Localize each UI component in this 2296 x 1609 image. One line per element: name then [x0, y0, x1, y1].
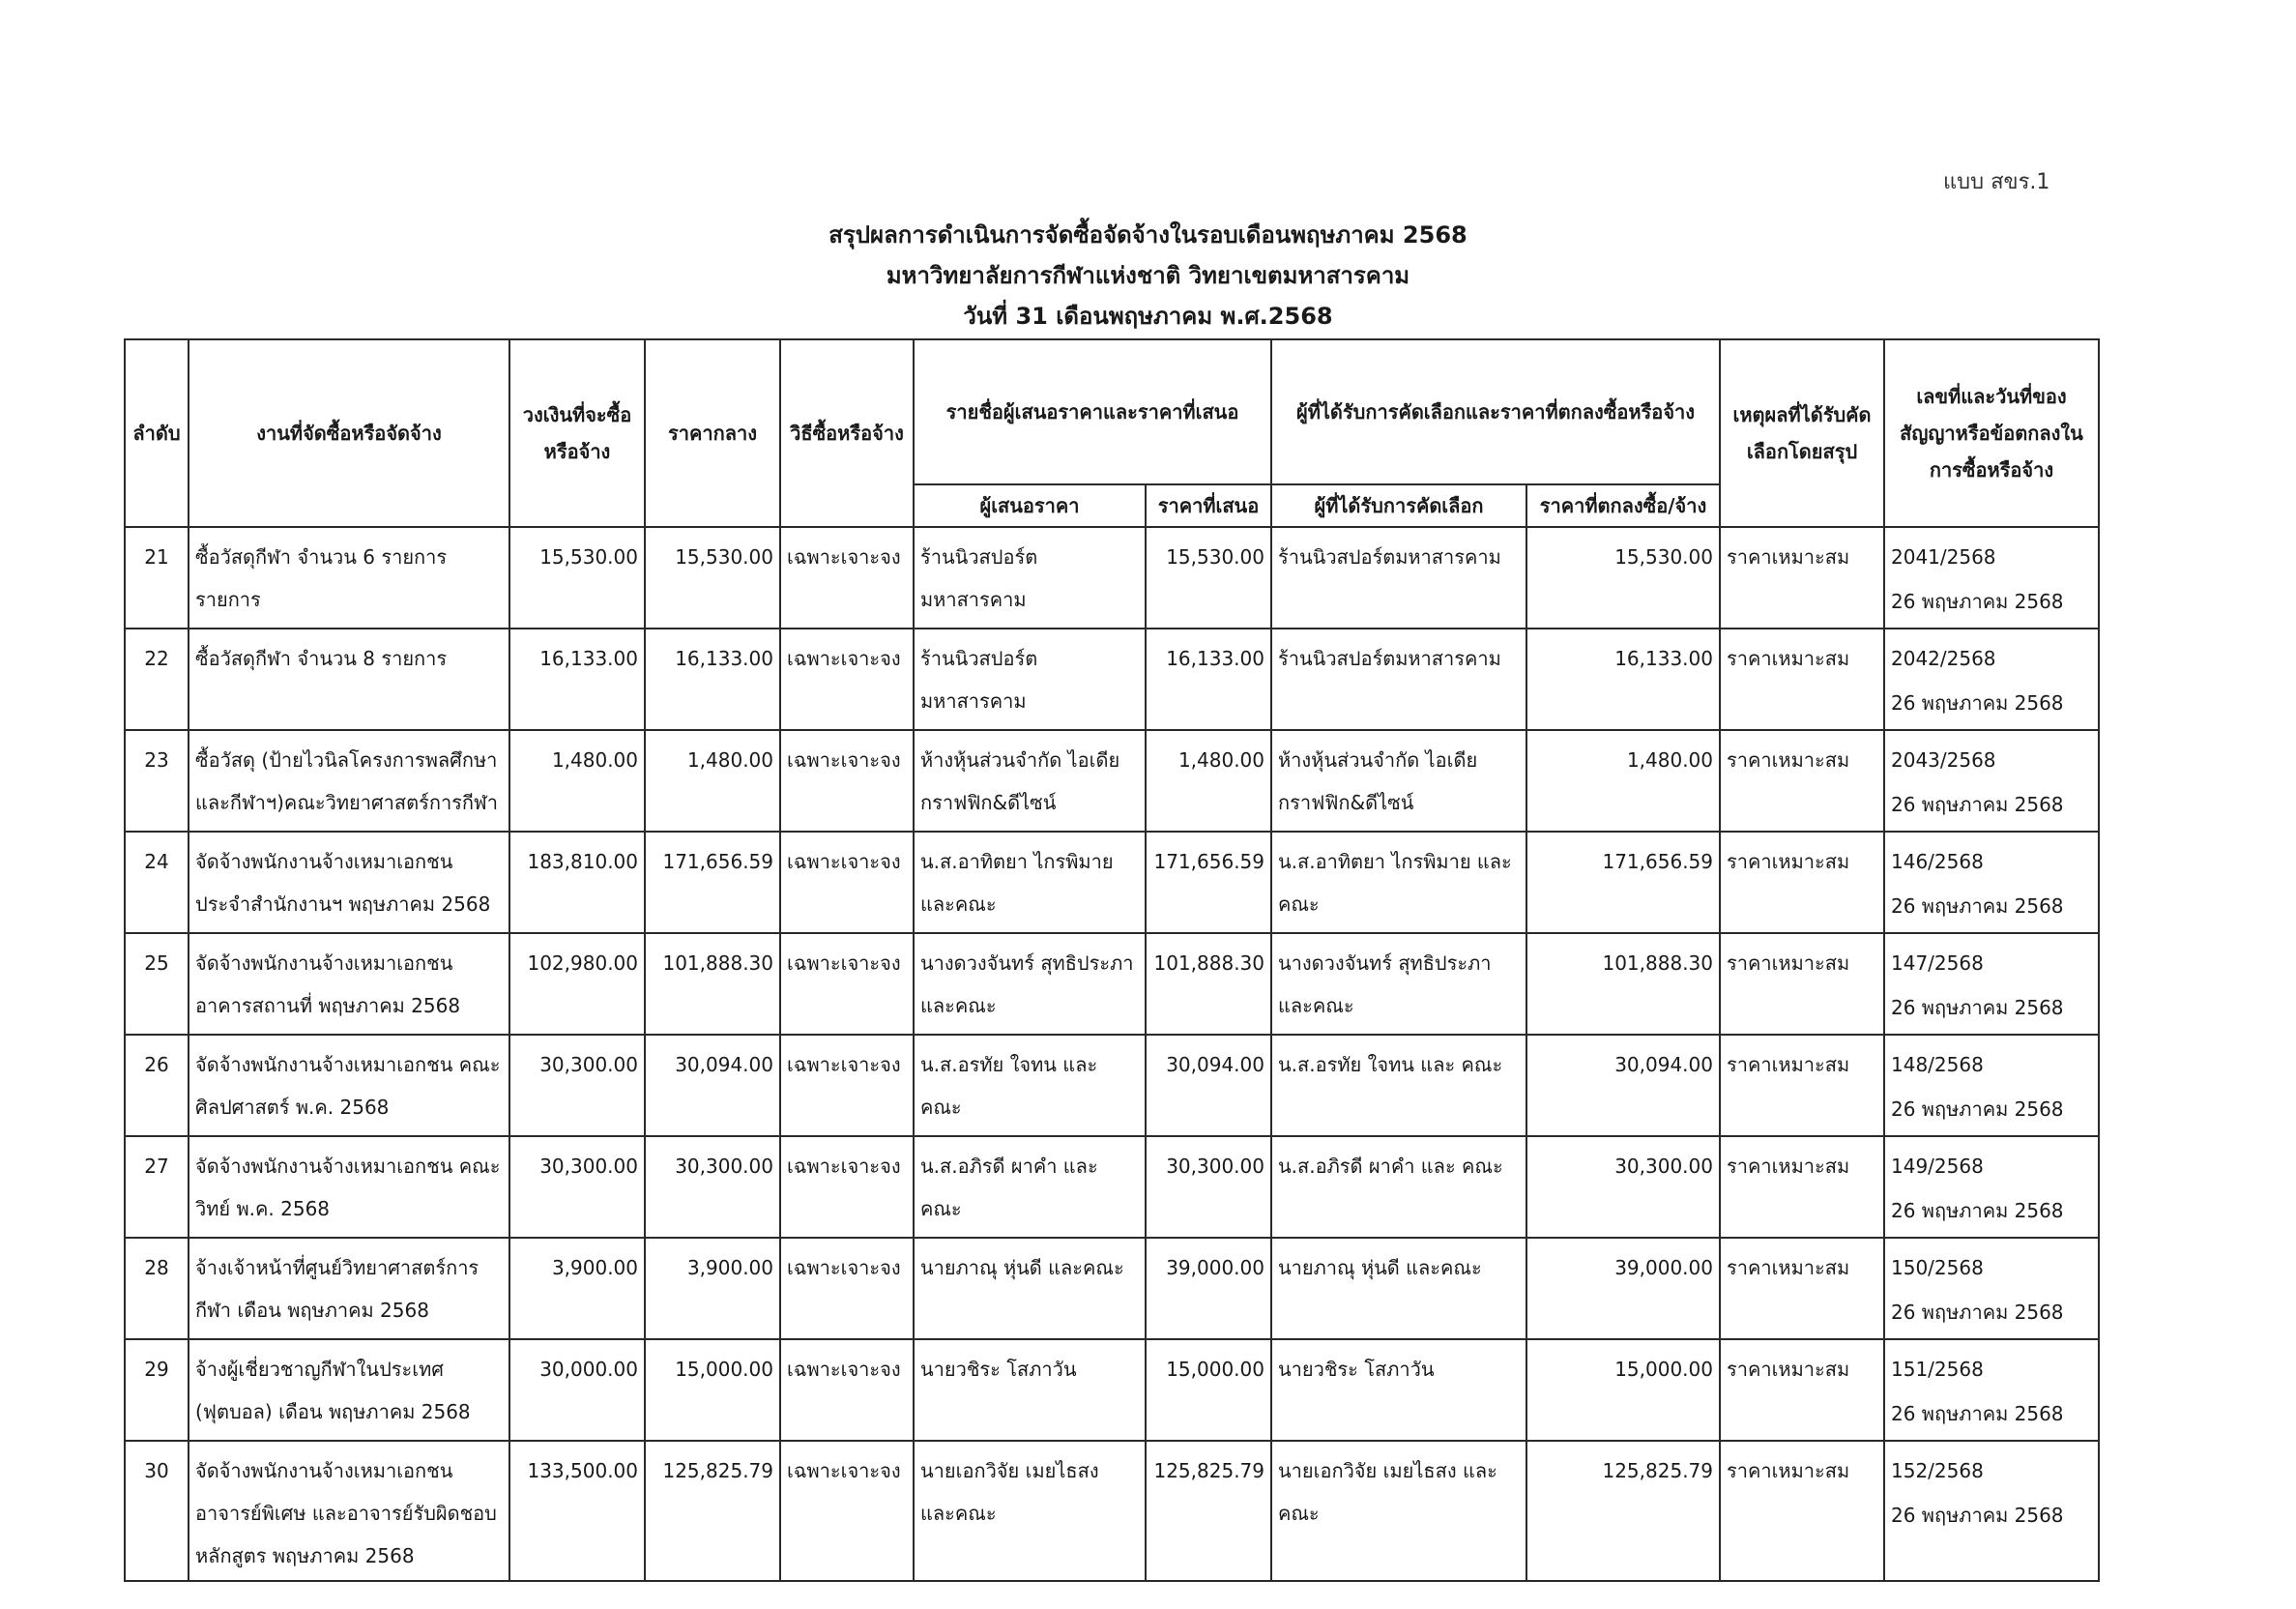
cell-method: เฉพาะเจาะจง [780, 1339, 914, 1441]
cell-contract [1884, 1136, 2099, 1238]
title-line-1: สรุปผลการดำเนินการจัดซื้อจัดจ้างในรอบเดือนพฤษภาคม 2568 [828, 221, 1468, 249]
cell-median: 15,530.00 [645, 527, 780, 629]
cell-budget: 3,900.00 [509, 1238, 645, 1339]
cell-contract [1884, 1238, 2099, 1339]
cell-bidder: นางดวงจันทร์ สุทธิประภา และคณะ [914, 933, 1146, 1035]
cell-item: จ้างเจ้าหน้าที่ศูนย์วิทยาศาสตร์การกีฬา เดือน พฤษภาคม 2568 [189, 1238, 509, 1339]
contract-date: 26 พฤษภาคม 2568 [1891, 996, 2064, 1019]
header-selected: ผู้ที่ได้รับการคัดเลือก [1271, 484, 1526, 527]
contract-date: 26 พฤษภาคม 2568 [1891, 1402, 2064, 1425]
table-row [125, 933, 2099, 1035]
cell-method: เฉพาะเจาะจง [780, 1035, 914, 1136]
cell-bid-price: 15,530.00 [1146, 527, 1271, 629]
table-body [125, 527, 2099, 1581]
table-row [125, 730, 2099, 832]
contract-number: 152/2568 [1891, 1459, 1984, 1482]
cell-agreed-price: 125,825.79 [1526, 1441, 1720, 1581]
table-row [125, 629, 2099, 730]
contract-number: 150/2568 [1891, 1256, 1984, 1279]
header-bid-price: ราคาที่เสนอ [1146, 484, 1271, 527]
cell-selected: นางดวงจันทร์ สุทธิประภา และคณะ [1271, 933, 1526, 1035]
cell-budget: 102,980.00 [509, 933, 645, 1035]
cell-agreed-price: 16,133.00 [1526, 629, 1720, 730]
cell-agreed-price: 39,000.00 [1526, 1238, 1720, 1339]
table-row [125, 1136, 2099, 1238]
cell-contract [1884, 527, 2099, 629]
cell-method: เฉพาะเจาะจง [780, 730, 914, 832]
cell-selected: น.ส.อภิรดี ผาคำ และ คณะ [1271, 1136, 1526, 1238]
table-row [125, 527, 2099, 629]
cell-reason: ราคาเหมาะสม [1720, 730, 1884, 832]
contract-number: 149/2568 [1891, 1155, 1984, 1178]
cell-contract [1884, 1339, 2099, 1441]
cell-method: เฉพาะเจาะจง [780, 629, 914, 730]
cell-no: 21 [125, 527, 189, 629]
cell-item: จัดจ้างพนักงานจ้างเหมาเอกชน คณะวิทย์ พ.ค. 2568 [189, 1136, 509, 1238]
cell-agreed-price: 15,000.00 [1526, 1339, 1720, 1441]
cell-median: 3,900.00 [645, 1238, 780, 1339]
cell-reason: ราคาเหมาะสม [1720, 1339, 1884, 1441]
contract-number: 2043/2568 [1891, 748, 1996, 772]
cell-bid-price: 30,094.00 [1146, 1035, 1271, 1136]
cell-bid-price: 1,480.00 [1146, 730, 1271, 832]
header-selected-group: ผู้ที่ได้รับการคัดเลือกและราคาที่ตกลงซื้อหรือจ้าง [1271, 339, 1720, 484]
contract-number: 2042/2568 [1891, 647, 1996, 670]
contract-number: 2041/2568 [1891, 545, 1996, 569]
cell-no: 29 [125, 1339, 189, 1441]
cell-contract [1884, 832, 2099, 933]
cell-method: เฉพาะเจาะจง [780, 1441, 914, 1581]
cell-selected: ร้านนิวสปอร์ตมหาสารคาม [1271, 527, 1526, 629]
contract-date: 26 พฤษภาคม 2568 [1891, 691, 2064, 715]
cell-agreed-price: 15,530.00 [1526, 527, 1720, 629]
cell-item: ซื้อวัสดุกีฬา จำนวน 6 รายการ รายการ [189, 527, 509, 629]
cell-reason: ราคาเหมาะสม [1720, 1441, 1884, 1581]
cell-no: 23 [125, 730, 189, 832]
cell-item: ซื้อวัสดุกีฬา จำนวน 8 รายการ [189, 629, 509, 730]
header-reason: เหตุผลที่ได้รับคัดเลือกโดยสรุป [1720, 339, 1884, 527]
cell-median: 15,000.00 [645, 1339, 780, 1441]
contract-number: 151/2568 [1891, 1358, 1984, 1381]
cell-reason: ราคาเหมาะสม [1720, 832, 1884, 933]
cell-item: จัดจ้างพนักงานจ้างเหมาเอกชน อาคารสถานที่ พฤษภาคม 2568 [189, 933, 509, 1035]
header-contract: เลขที่และวันที่ของสัญญาหรือข้อตกลงในการซื้อหรือจ้าง [1884, 339, 2099, 527]
cell-bidder: นายภาณุ หุ่นดี และคณะ [914, 1238, 1146, 1339]
cell-selected: ร้านนิวสปอร์ตมหาสารคาม [1271, 629, 1526, 730]
header-no: ลำดับ [125, 339, 189, 527]
cell-method: เฉพาะเจาะจง [780, 1238, 914, 1339]
cell-agreed-price: 101,888.30 [1526, 933, 1720, 1035]
procurement-table [124, 338, 2100, 1582]
cell-method: เฉพาะเจาะจง [780, 933, 914, 1035]
cell-bidder: นายวชิระ โสภาวัน [914, 1339, 1146, 1441]
cell-budget: 30,300.00 [509, 1035, 645, 1136]
cell-budget: 15,530.00 [509, 527, 645, 629]
cell-method: เฉพาะเจาะจง [780, 527, 914, 629]
cell-contract [1884, 629, 2099, 730]
cell-contract [1884, 1035, 2099, 1136]
cell-agreed-price: 171,656.59 [1526, 832, 1720, 933]
cell-reason: ราคาเหมาะสม [1720, 933, 1884, 1035]
cell-median: 101,888.30 [645, 933, 780, 1035]
cell-no: 28 [125, 1238, 189, 1339]
header-bidders-group: รายชื่อผู้เสนอราคาและราคาที่เสนอ [914, 339, 1271, 484]
cell-item: จัดจ้างพนักงานจ้างเหมาเอกชน ประจำสำนักงานฯ พฤษภาคม 2568 [189, 832, 509, 933]
cell-reason: ราคาเหมาะสม [1720, 1035, 1884, 1136]
cell-bidder: นายเอกวิจัย เมยไธสง และคณะ [914, 1441, 1146, 1581]
cell-bidder: น.ส.อภิรดี ผาคำ และ คณะ [914, 1136, 1146, 1238]
cell-bidder: ห้างหุ้นส่วนจำกัด ไอเดีย กราฟฟิก&ดีไซน์ [914, 730, 1146, 832]
cell-selected: ห้างหุ้นส่วนจำกัด ไอเดีย กราฟฟิก&ดีไซน์ [1271, 730, 1526, 832]
cell-budget: 30,000.00 [509, 1339, 645, 1441]
cell-no: 30 [125, 1441, 189, 1581]
header-bidder: ผู้เสนอราคา [914, 484, 1146, 527]
header-method: วิธีซื้อหรือจ้าง [780, 339, 914, 527]
cell-item: จัดจ้างพนักงานจ้างเหมาเอกชน อาจารย์พิเศษ และอาจารย์รับผิดชอบ หลักสูตร พฤษภาคม 2568 [189, 1441, 509, 1581]
cell-selected: นายเอกวิจัย เมยไธสง และคณะ [1271, 1441, 1526, 1581]
header-item: งานที่จัดซื้อหรือจัดจ้าง [189, 339, 509, 527]
cell-agreed-price: 30,300.00 [1526, 1136, 1720, 1238]
cell-median: 171,656.59 [645, 832, 780, 933]
cell-no: 27 [125, 1136, 189, 1238]
contract-date: 26 พฤษภาคม 2568 [1891, 1097, 2064, 1121]
cell-bidder: น.ส.อาทิตยา ไกรพิมาย และคณะ [914, 832, 1146, 933]
cell-reason: ราคาเหมาะสม [1720, 1238, 1884, 1339]
cell-selected: นายวชิระ โสภาวัน [1271, 1339, 1526, 1441]
cell-method: เฉพาะเจาะจง [780, 832, 914, 933]
cell-bidder: ร้านนิวสปอร์ตมหาสารคาม [914, 629, 1146, 730]
title-line-3: วันที่ 31 เดือนพฤษภาคม พ.ศ.2568 [963, 303, 1333, 330]
cell-median: 30,300.00 [645, 1136, 780, 1238]
contract-date: 26 พฤษภาคม 2568 [1891, 590, 2064, 613]
cell-reason: ราคาเหมาะสม [1720, 629, 1884, 730]
title-line-2: มหาวิทยาลัยการกีฬาแห่งชาติ วิทยาเขตมหาสารคาม [886, 262, 1410, 289]
contract-date: 26 พฤษภาคม 2568 [1891, 1301, 2064, 1324]
cell-bid-price: 15,000.00 [1146, 1339, 1271, 1441]
table-row [125, 1339, 2099, 1441]
cell-bid-price: 171,656.59 [1146, 832, 1271, 933]
header-median-price: ราคากลาง [645, 339, 780, 527]
header-agreed-price: ราคาที่ตกลงซื้อ/จ้าง [1526, 484, 1720, 527]
cell-bid-price: 101,888.30 [1146, 933, 1271, 1035]
cell-contract [1884, 730, 2099, 832]
contract-number: 146/2568 [1891, 850, 1984, 873]
cell-median: 30,094.00 [645, 1035, 780, 1136]
form-code: แบบ สขร.1 [1943, 170, 2050, 194]
cell-selected: น.ส.อาทิตยา ไกรพิมาย และคณะ [1271, 832, 1526, 933]
cell-method: เฉพาะเจาะจง [780, 1136, 914, 1238]
cell-contract [1884, 1441, 2099, 1581]
cell-bid-price: 39,000.00 [1146, 1238, 1271, 1339]
contract-number: 148/2568 [1891, 1053, 1984, 1076]
cell-bid-price: 16,133.00 [1146, 629, 1271, 730]
table-row [125, 1035, 2099, 1136]
table-row [125, 1238, 2099, 1339]
contract-date: 26 พฤษภาคม 2568 [1891, 1199, 2064, 1222]
cell-reason: ราคาเหมาะสม [1720, 1136, 1884, 1238]
contract-date: 26 พฤษภาคม 2568 [1891, 1504, 2064, 1527]
cell-no: 24 [125, 832, 189, 933]
contract-date: 26 พฤษภาคม 2568 [1891, 793, 2064, 816]
cell-bidder: น.ส.อรทัย ใจทน และ คณะ [914, 1035, 1146, 1136]
cell-reason: ราคาเหมาะสม [1720, 527, 1884, 629]
contract-date: 26 พฤษภาคม 2568 [1891, 894, 2064, 918]
header-budget: วงเงินที่จะซื้อหรือจ้าง [509, 339, 645, 527]
cell-contract [1884, 933, 2099, 1035]
cell-agreed-price: 1,480.00 [1526, 730, 1720, 832]
cell-agreed-price: 30,094.00 [1526, 1035, 1720, 1136]
table-row [125, 1441, 2099, 1581]
table-row [125, 832, 2099, 933]
cell-item: จ้างผู้เชี่ยวชาญกีฬาในประเทศ (ฟุตบอล) เดือน พฤษภาคม 2568 [189, 1339, 509, 1441]
cell-selected: นายภาณุ หุ่นดี และคณะ [1271, 1238, 1526, 1339]
cell-bidder: ร้านนิวสปอร์ตมหาสารคาม [914, 527, 1146, 629]
cell-budget: 16,133.00 [509, 629, 645, 730]
cell-median: 125,825.79 [645, 1441, 780, 1581]
cell-budget: 30,300.00 [509, 1136, 645, 1238]
cell-median: 1,480.00 [645, 730, 780, 832]
cell-bid-price: 30,300.00 [1146, 1136, 1271, 1238]
cell-bid-price: 125,825.79 [1146, 1441, 1271, 1581]
cell-budget: 183,810.00 [509, 832, 645, 933]
cell-median: 16,133.00 [645, 629, 780, 730]
cell-no: 25 [125, 933, 189, 1035]
cell-no: 26 [125, 1035, 189, 1136]
cell-budget: 1,480.00 [509, 730, 645, 832]
contract-number: 147/2568 [1891, 951, 1984, 975]
cell-item: จัดจ้างพนักงานจ้างเหมาเอกชน คณะศิลปศาสตร์ พ.ค. 2568 [189, 1035, 509, 1136]
cell-item: ซื้อวัสดุ (ป้ายไวนิลโครงการพลศึกษาและกีฬาฯ)คณะวิทยาศาสตร์การกีฬา [189, 730, 509, 832]
cell-budget: 133,500.00 [509, 1441, 645, 1581]
cell-selected: น.ส.อรทัย ใจทน และ คณะ [1271, 1035, 1526, 1136]
cell-no: 22 [125, 629, 189, 730]
document-titles [0, 215, 2296, 336]
